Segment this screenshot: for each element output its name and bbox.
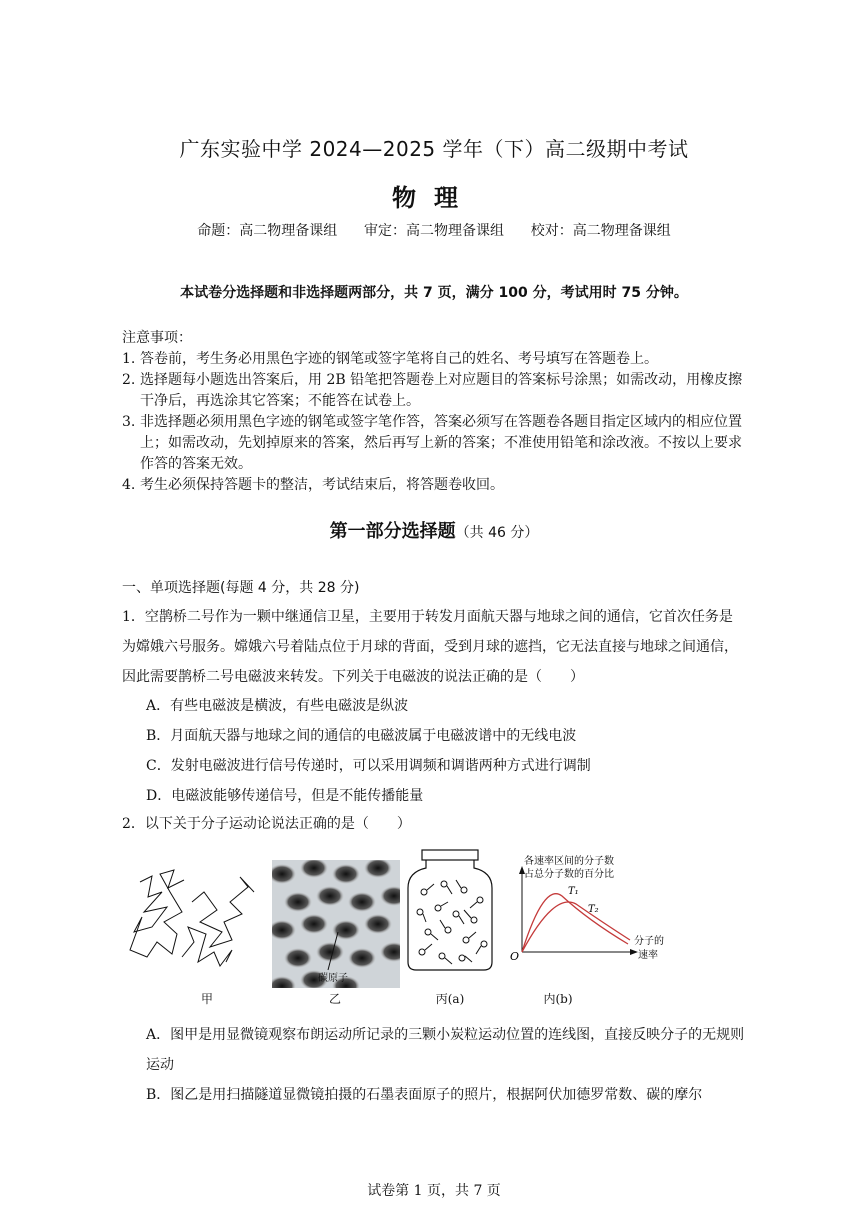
graph-t1-label: T₁	[568, 886, 579, 897]
q2-option-a: A．图甲是用显微镜观察布朗运动所记录的三颗小炭粒运动位置的连线图，直接反映分子的无规则运动	[146, 1027, 745, 1073]
part1-heading	[0, 517, 868, 543]
exam-title: 广东实验中学 2024—2025 学年（下）高二级期中考试	[179, 137, 689, 161]
note-item: 2. 选择题每小题选出答案后，用 2B 铅笔把答题卷上对应题目的答案标号涂黑；如需改动，用橡皮擦干净后，再选涂其它答案；不能答在试卷上。	[122, 372, 743, 409]
note-item: 3. 非选择题必须用黑色字迹的钢笔或签字笔作答，答案必须写在答题卷各题目指定区域内的相应位置上；如需改动，先划掉原来的答案，然后再写上新的答案；不准使用铅笔和涂改液。不按以上要求作答的答案无效。	[122, 414, 742, 472]
q2-option-b: B．图乙是用扫描隧道显微镜拍摄的石墨表面原子的照片，根据阿伏加德罗常数、碳的摩尔	[146, 1087, 703, 1103]
speed-distribution-graph	[506, 852, 676, 972]
q1-option-a: A．有些电磁波是横波，有些电磁波是纵波	[146, 698, 409, 714]
notes-heading: 注意事项：	[122, 330, 192, 346]
notes-block	[122, 328, 752, 496]
question-2-stem: 2．以下关于分子运动论说法正确的是（ ）	[122, 816, 411, 832]
exam-scope: 本试卷分选择题和非选择题两部分，共 7 页，满分 100 分，考试用时 75 分钟。	[180, 285, 688, 301]
graph-ylabel-2: 占总分子数的百分比	[524, 869, 614, 880]
graphite-stm-image	[272, 860, 400, 988]
gas-jar-figure	[404, 848, 496, 974]
graph-origin: O	[510, 950, 520, 963]
q1-option-c: C．发射电磁波进行信号传递时，可以采用调频和调谐两种方式进行调制	[146, 758, 591, 774]
graph-t2-label: T₂	[588, 904, 599, 915]
note-item: 1. 答卷前，考生务必用黑色字迹的钢笔或签字笔将自己的姓名、考号填写在答题卷上。	[122, 351, 658, 367]
question-1-stem: 1．空鹊桥二号作为一颗中继通信卫星，主要用于转发月面航天器与地球之间的通信，它首次任务是为嫦娥六号服务。嫦娥六号着陆点位于月球的背面，受到月球的遮挡，它无法直接与地球之间通信，因此需要鹊桥二号电磁波来转发。下列关于电磁波的说法正确的是（ ）	[122, 609, 738, 685]
figure-label-bing-a: 丙(a)	[435, 992, 465, 1006]
page-footer: 试卷第 1 页，共 7 页	[367, 1183, 501, 1199]
graph-xlabel-2: 速率	[638, 950, 658, 961]
figure-label-yi: 乙	[328, 992, 341, 1006]
graph-xlabel-1: 分子的	[634, 936, 664, 947]
brownian-motion-figure	[122, 862, 262, 972]
carbon-atom-label: 碳原子	[318, 973, 348, 984]
part1-score: （共 46 分）	[455, 525, 539, 541]
q1-option-d: D．电磁波能够传递信号，但是不能传播能量	[146, 788, 424, 804]
section-heading: 一、单项选择题(每题 4 分，共 28 分)	[122, 580, 360, 596]
part1-title: 第一部分选择题	[329, 521, 456, 542]
subject-title: 物理	[392, 184, 476, 212]
q1-option-b: B．月面航天器与地球之间的通信的电磁波属于电磁波谱中的无线电波	[146, 728, 577, 744]
figure-label-bing-b: 内(b)	[543, 992, 573, 1006]
graph-ylabel-1: 各速率区间的分子数	[524, 856, 614, 867]
figure-label-jia: 甲	[200, 992, 213, 1006]
note-item: 4. 考生必须保持答题卡的整洁，考试结束后，将答题卷收回。	[122, 477, 504, 493]
authors-line: 命题：高二物理备课组 审定：高二物理备课组 校对：高二物理备课组	[197, 223, 671, 239]
